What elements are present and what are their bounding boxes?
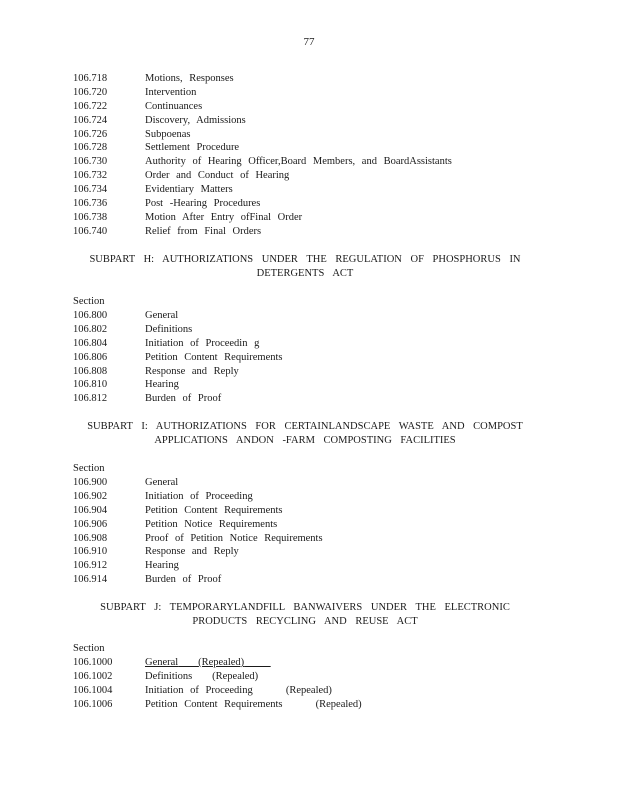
- section-number: 106.806: [73, 351, 108, 363]
- section-title: Authority of Hearing Officer,Board Members, and BoardAssistants: [145, 156, 452, 168]
- list-item: [73, 211, 553, 225]
- section-number: 106.1002: [73, 670, 113, 682]
- section-list-subpart-h: [73, 295, 553, 406]
- list-item: [73, 573, 553, 587]
- section-title: Motions, Responses: [145, 73, 234, 84]
- section-title-text: General: [145, 657, 179, 668]
- section-number: 106.1006: [73, 698, 113, 710]
- section-number: 106.724: [73, 114, 108, 126]
- section-title: Relief from Final Orders: [145, 225, 262, 237]
- list-item: [73, 225, 553, 239]
- section-title: Settlement Procedure: [145, 142, 240, 154]
- subpart-heading-line: SUBPART H: AUTHORIZATIONS UNDER THE REGULATION OF PHOSPHORUS IN: [89, 254, 521, 265]
- list-item: [73, 128, 553, 142]
- section-title: Petition Content Requirements: [145, 504, 283, 516]
- list-item: [73, 559, 553, 573]
- section-number: 106.912: [73, 560, 108, 572]
- section-title-text: Petition Content Requirements: [145, 698, 283, 710]
- section-number: 106.800: [73, 310, 108, 321]
- subpart-heading-line: PRODUCTS RECYCLING AND REUSE ACT: [192, 616, 418, 627]
- section-number: 106.900: [73, 477, 108, 488]
- list-item: [73, 323, 553, 337]
- section-title: Response and Reply: [145, 546, 239, 558]
- section-title: [145, 684, 332, 698]
- list-item: [73, 378, 553, 392]
- section-title: Post -Hearing Procedures: [145, 198, 261, 210]
- section-title: [145, 670, 258, 684]
- section-number: 106.732: [73, 170, 108, 182]
- section-list-subpart-i: [73, 462, 553, 587]
- section-title: General: [145, 310, 179, 321]
- list-item: [73, 197, 553, 211]
- list-item: [73, 155, 553, 169]
- list-item: [73, 169, 553, 183]
- subpart-heading-line: SUBPART J: TEMPORARYLANDFILL BANWAIVERS UNDER THE ELECTRONIC: [100, 602, 510, 613]
- list-item: [73, 392, 553, 406]
- subpart-h-heading: [60, 253, 550, 281]
- section-title: Order and Conduct of Hearing: [145, 170, 290, 182]
- section-title: Definitions: [145, 323, 193, 335]
- section-list-subpart-g: [73, 72, 553, 239]
- section-title: Hearing: [145, 560, 179, 572]
- section-number: 106.906: [73, 518, 108, 530]
- section-number: 106.722: [73, 100, 108, 112]
- section-number: 106.726: [73, 128, 108, 140]
- section-number: 106.910: [73, 546, 108, 558]
- section-title: Subpoenas: [145, 128, 191, 140]
- list-item: [73, 670, 553, 684]
- list-item: [73, 504, 553, 518]
- section-title-text: Initiation of Proceeding: [145, 684, 253, 696]
- section-title: Motion After Entry ofFinal Order: [145, 211, 303, 223]
- list-item: [73, 72, 553, 86]
- section-title: Response and Reply: [145, 365, 239, 377]
- section-number: 106.1004: [73, 684, 113, 696]
- section-title: Discovery, Admissions: [145, 114, 246, 126]
- section-number: 106.736: [73, 198, 108, 210]
- list-item: [73, 490, 553, 504]
- section-title: Burden of Proof: [145, 393, 222, 405]
- section-title: Continuances: [145, 100, 203, 112]
- section-title: [145, 656, 271, 670]
- section-title: [145, 698, 362, 712]
- list-item: [73, 183, 553, 197]
- repealed-status: (Repealed): [315, 698, 362, 710]
- section-title: Burden of Proof: [145, 574, 222, 586]
- section-number: 106.914: [73, 574, 108, 586]
- section-label: Section: [73, 296, 105, 307]
- section-number: 106.718: [73, 73, 108, 84]
- list-item: [73, 476, 553, 490]
- subpart-heading-line: APPLICATIONS ANDON -FARM COMPOSTING FACILITIES: [154, 435, 456, 446]
- subpart-heading-line: SUBPART I: AUTHORIZATIONS FOR CERTAINLANDSCAPE WASTE AND COMPOST: [87, 421, 523, 432]
- section-number: 106.734: [73, 184, 108, 196]
- section-number: 106.720: [73, 86, 108, 98]
- section-number: 106.902: [73, 490, 108, 502]
- section-number: 106.740: [73, 225, 108, 237]
- section-number: 106.1000: [73, 657, 113, 668]
- list-item: [73, 309, 553, 323]
- subpart-heading-line: DETERGENTS ACT: [256, 268, 354, 279]
- list-item: [73, 86, 553, 100]
- list-item: [73, 141, 553, 155]
- list-item: [73, 365, 553, 379]
- section-label: Section: [73, 643, 105, 654]
- list-item: [73, 656, 553, 670]
- section-number: 106.730: [73, 156, 108, 168]
- section-list-subpart-j: [73, 642, 553, 712]
- subpart-i-heading: [60, 420, 550, 448]
- section-number: 106.904: [73, 504, 108, 516]
- list-item: [73, 351, 553, 365]
- list-item: [73, 518, 553, 532]
- section-number: 106.804: [73, 337, 108, 349]
- section-title: Proof of Petition Notice Requirements: [145, 532, 323, 544]
- list-item: [73, 100, 553, 114]
- section-label: Section: [73, 463, 105, 474]
- section-number: 106.812: [73, 393, 108, 405]
- subpart-j-heading: [60, 601, 550, 629]
- section-title: Initiation of Proceedin g: [145, 337, 260, 349]
- section-title: Initiation of Proceeding: [145, 490, 253, 502]
- repealed-status: (Repealed): [285, 684, 332, 696]
- list-item: [73, 698, 553, 712]
- section-number: 106.908: [73, 532, 108, 544]
- section-title: Evidentiary Matters: [145, 184, 233, 196]
- list-item: [73, 337, 553, 351]
- list-item: [73, 532, 553, 546]
- section-title: Petition Notice Requirements: [145, 518, 278, 530]
- section-number: 106.728: [73, 142, 108, 154]
- list-item: [73, 114, 553, 128]
- section-title: General: [145, 477, 179, 488]
- section-title: Petition Content Requirements: [145, 351, 283, 363]
- section-number: 106.808: [73, 365, 108, 377]
- section-title: Hearing: [145, 379, 179, 391]
- list-item: [73, 684, 553, 698]
- page-number: 77: [303, 36, 315, 48]
- section-number: 106.802: [73, 323, 108, 335]
- repealed-status: (Repealed): [198, 657, 245, 668]
- list-item: [73, 545, 553, 559]
- section-title: Intervention: [145, 86, 197, 98]
- repealed-status: (Repealed): [212, 670, 259, 682]
- section-number: 106.738: [73, 211, 108, 223]
- section-number: 106.810: [73, 379, 108, 391]
- section-title-text: Definitions: [145, 670, 193, 682]
